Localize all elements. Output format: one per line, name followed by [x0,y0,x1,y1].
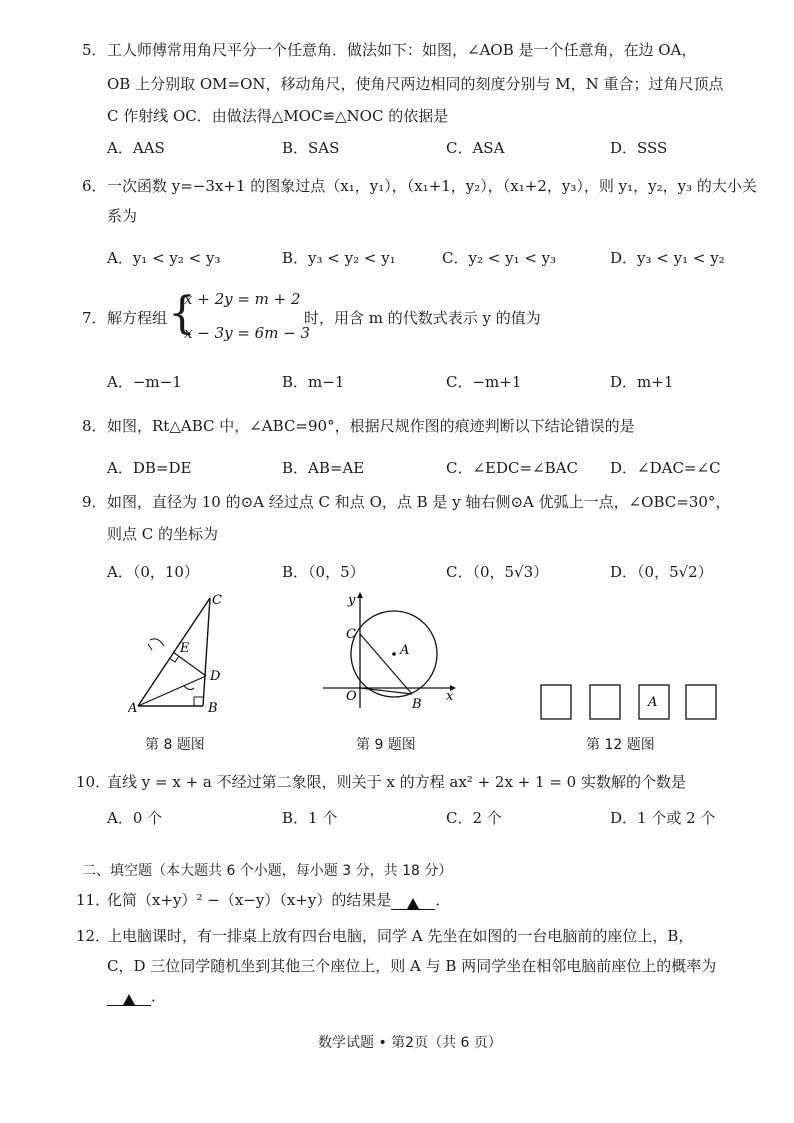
q10-option-a: A．0 个 [107,809,163,827]
q10-option-c: C．2 个 [446,809,502,827]
figure-9 [318,590,460,712]
q6-option-b: B．y₃ < y₂ < y₁ [282,249,396,267]
q12-answer-line [107,986,166,1006]
q6-option-a: A．y₁ < y₂ < y₃ [107,249,221,267]
q11-end: ． [435,891,451,909]
fig8-label-a: A [128,701,138,715]
triangle-icon [123,994,135,1005]
q6-option-c: C．y₂ < y₁ < y₃ [442,249,557,267]
q10-number: 10． [76,773,111,791]
q7-option-a: A．−m−1 [107,373,182,391]
q12-number: 12． [76,927,111,945]
q9-option-c: C．（0，5√3） [446,563,549,581]
fig8-label-e: E [180,641,190,656]
q11-answer-blank [391,893,435,910]
q12-line1: 上电脑课时，有一排桌上放有四台电脑，同学 A 先坐在如图的一台电脑前的座位上，B， [107,927,694,945]
q9-option-d: D．（0，5√2） [610,563,713,581]
q7-option-d: D．m+1 [610,373,674,391]
q8-option-c: C．∠EDC=∠BAC [446,459,578,477]
fig9-label-x: x [446,689,454,704]
q6-line2: 系为 [107,207,138,225]
q12-end: ． [151,987,167,1005]
q9-line2: 则点 C 的坐标为 [107,525,219,543]
figure-12 [536,680,724,722]
q10-option-b: B．1 个 [282,809,338,827]
q5-option-b: B．SAS [282,139,340,157]
q7-suffix: 时，用含 m 的代数式表示 y 的值为 [304,309,541,327]
q7-number: 7． [82,309,107,327]
fig8-caption: 第 8 题图 [145,737,205,753]
fig12-box-label: A [648,695,658,710]
q5-option-d: D．SSS [610,139,668,157]
q8-number: 8． [82,417,107,435]
q7-option-c: C．−m+1 [446,373,522,391]
q5-line3: C 作射线 OC．由做法得△MOC≌△NOC 的依据是 [107,107,449,125]
system-brace: { [168,288,196,339]
q5-option-a: A．AAS [107,139,165,157]
q5-line2: OB 上分别取 OM=ON，移动角尺，使角尺两边相同的刻度分别与 M，N 重合；过角尺顶点 [107,75,724,93]
q9-line1: 如图，直径为 10 的⊙A 经过点 C 和点 O，点 B 是 y 轴右侧⊙A 优弧上一点，∠OBC=30°， [107,493,731,511]
q6-option-d: D．y₃ < y₁ < y₂ [610,249,725,267]
q10-option-d: D．1 个或 2 个 [610,809,716,827]
fig9-label-a: A [400,643,410,658]
triangle-icon [407,898,419,909]
q5-line1: 工人师傅常用角尺平分一个任意角．做法如下：如图，∠AOB 是一个任意角，在边 OA， [107,41,697,59]
fig9-label-o: O [346,689,357,704]
q6-line1: 一次函数 y=−3x+1 的图象过点（x₁，y₁），（x₁+1，y₂），（x₁+2，y₃），则 y₁，y₂，y₃ 的大小关 [107,177,757,195]
fig12-caption: 第 12 题图 [586,737,655,753]
q8-line1: 如图，Rt△ABC 中，∠ABC=90°，根据尺规作图的痕迹判断以下结论错误的是 [107,417,635,435]
figure-8 [128,590,238,715]
q11-text [107,890,450,910]
q9-option-b: B．（0，5） [282,563,365,581]
q5-number: 5． [82,41,107,59]
fig9-label-y: y [348,593,356,608]
page-footer: 数学试题 • 第2页（共 6 页） [318,1035,502,1051]
fig8-label-c: C [212,593,222,608]
section-2-title: 二、填空题（本大题共 6 个小题，每小题 3 分，共 18 分） [82,863,453,879]
fig9-caption: 第 9 题图 [356,737,416,753]
q9-option-a: A．（0，10） [107,563,199,581]
q11-text-body: 化简（x+y）² −（x−y）（x+y）的结果是 [107,891,392,909]
q7-option-b: B．m−1 [282,373,345,391]
q8-option-a: A．DB=DE [107,459,192,477]
fig8-label-d: D [210,669,221,684]
q12-line2: C，D 三位同学随机坐到其他三个座位上，则 A 与 B 两同学坐在相邻电脑前座位上的概率为 [107,957,717,975]
q8-option-d: D．∠DAC=∠C [610,459,721,477]
q10-line1: 直线 y = x + a 不经过第二象限，则关于 x 的方程 ax² + 2x + 1 = 0 实数解的个数是 [107,773,686,791]
fig9-label-c: C [346,627,356,642]
q7-prefix: 解方程组 [107,309,168,327]
fig8-label-b: B [208,701,218,715]
q9-number: 9． [82,493,107,511]
q7-equation-1: x + 2y = m + 2 [184,290,301,308]
q8-option-b: B．AB=AE [282,459,365,477]
q6-number: 6． [82,177,107,195]
q5-option-c: C．ASA [446,139,505,157]
q12-answer-blank [107,989,151,1006]
q7-equation-2: x − 3y = 6m − 3 [184,324,311,342]
fig9-label-b: B [412,697,422,712]
q11-number: 11． [76,891,111,909]
